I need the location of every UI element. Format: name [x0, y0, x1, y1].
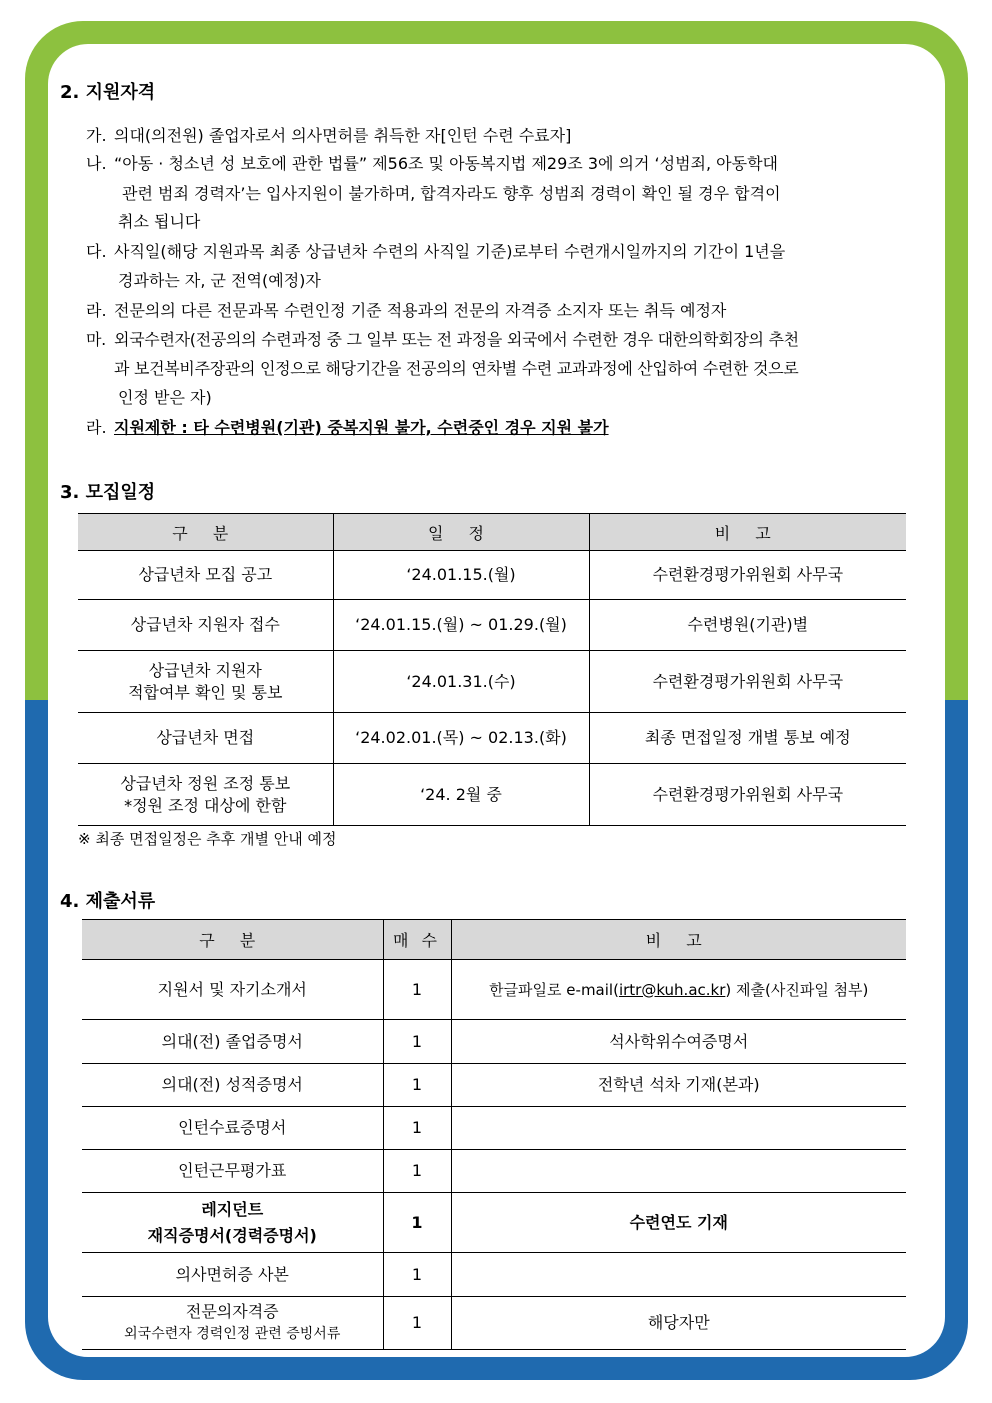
cell-line: 레지던트: [201, 1199, 264, 1219]
cell-category: 의대(전) 성적증명서: [82, 1064, 383, 1107]
header-category: 구 분: [82, 920, 383, 960]
item-text: 외국수련자(전공의의 수련과정 중 그 일부 또는 전 과정을 외국에서 수련한 경우 대한의학회장의 추천: [114, 330, 799, 349]
cell-category: [78, 651, 333, 713]
header-schedule: 일 정: [333, 514, 589, 551]
item-text: “아동 · 청소년 성 보호에 관한 법률” 제56조 및 아동복지법 제29조 3에 의거 ‘성범죄, 아동학대: [114, 154, 778, 173]
item-mark: 마.: [86, 330, 106, 349]
cell-schedule: ‘24.01.15.(월): [333, 551, 589, 600]
header-count: 매 수: [383, 920, 451, 960]
table-row: [78, 651, 906, 713]
table-row: [78, 713, 906, 764]
item-mark: 가.: [86, 126, 107, 145]
cell-note: [451, 960, 906, 1020]
cell-note: [451, 1107, 906, 1150]
table-row: [82, 1193, 906, 1253]
cell-note: 전학년 석차 기재(본과): [451, 1064, 906, 1107]
cell-category: 상급년차 지원자 접수: [78, 600, 333, 651]
item-mark: 나.: [86, 154, 107, 173]
section4-title: 4. 제출서류: [60, 891, 156, 912]
section2-title: 2. 지원자격: [60, 82, 156, 103]
item-text-cont: 과 보건복비주장관의 인정으로 해당기간을 전공의의 연차별 수련 교과과정에 산입하여 수련한 것으로: [114, 359, 799, 378]
table-row: [82, 960, 906, 1020]
cell-line: 상급년차 지원자: [148, 660, 262, 680]
restriction-text: 지원제한 : 타 수련병원(기관) 중복지원 불가, 수련중인 경우 지원 불가: [114, 418, 609, 437]
cell-note: 수련병원(기관)별: [589, 600, 906, 651]
cell-category: 인턴근무평가표: [82, 1150, 383, 1193]
cell-note: [451, 1253, 906, 1297]
qual-item-ra: [86, 301, 726, 321]
header-note: 비 고: [451, 920, 906, 960]
cell-category: 인턴수료증명서: [82, 1107, 383, 1150]
cell-note: 수련연도 기재: [451, 1193, 906, 1253]
cell-count: 1: [383, 1253, 451, 1297]
cell-category: 상급년차 모집 공고: [78, 551, 333, 600]
section3-title: 3. 모집일정: [60, 482, 156, 503]
cell-count: 1: [383, 1297, 451, 1350]
table-row: [78, 551, 906, 600]
email-link[interactable]: irtr@kuh.ac.kr: [618, 980, 726, 999]
item-text-cont: 인정 받은 자): [118, 388, 212, 407]
cell-line: 전문의자격증: [185, 1302, 279, 1321]
item-mark: 라.: [86, 418, 107, 437]
header-note: 비 고: [589, 514, 906, 551]
cell-note: 수련환경평가위원회 사무국: [589, 551, 906, 600]
table-header-row: [78, 514, 906, 551]
item-text: 의대(의전원) 졸업자로서 의사면허를 취득한 자[인턴 수련 수료자]: [114, 126, 572, 145]
table-row: [82, 1150, 906, 1193]
item-text-cont: 경과하는 자, 군 전역(예정)자: [118, 271, 321, 290]
cell-category: [82, 1297, 383, 1350]
schedule-table: [78, 513, 906, 826]
qual-item-ma: [86, 330, 799, 350]
header-category: 구 분: [78, 514, 333, 551]
cell-schedule: ‘24.02.01.(목) ~ 02.13.(화): [333, 713, 589, 764]
table-row: [82, 1253, 906, 1297]
cell-schedule: ‘24.01.31.(수): [333, 651, 589, 713]
cell-count: 1: [383, 1150, 451, 1193]
table-row: [82, 1064, 906, 1107]
table-row: [82, 1020, 906, 1064]
cell-note: 수련환경평가위원회 사무국: [589, 651, 906, 713]
cell-category: 상급년차 면접: [78, 713, 333, 764]
cell-category: 의대(전) 졸업증명서: [82, 1020, 383, 1064]
cell-line: 재직증명서(경력증명서): [147, 1225, 317, 1245]
cell-schedule: ‘24. 2월 중: [333, 764, 589, 826]
table-row: [82, 1107, 906, 1150]
cell-note: 최종 면접일정 개별 통보 예정: [589, 713, 906, 764]
item-mark: 라.: [86, 301, 107, 320]
qual-item-restriction: [86, 418, 609, 438]
cell-note: [451, 1150, 906, 1193]
cell-note: 해당자만: [451, 1297, 906, 1350]
cell-category: 의사면허증 사본: [82, 1253, 383, 1297]
cell-category: 지원서 및 자기소개서: [82, 960, 383, 1020]
note-text: ) 제출(사진파일 첨부): [725, 980, 869, 999]
cell-category: [78, 764, 333, 826]
qual-item-da: [86, 242, 785, 262]
note-text: 한글파일로 e-mail(: [489, 980, 619, 999]
table-row: [78, 600, 906, 651]
cell-line: 적합여부 확인 및 통보: [128, 682, 283, 702]
table-row: [78, 764, 906, 826]
item-text-cont: 취소 됩니다: [118, 212, 201, 231]
cell-note: 석사학위수여증명서: [451, 1020, 906, 1064]
cell-count: 1: [383, 960, 451, 1020]
item-mark: 다.: [86, 242, 107, 261]
item-text-cont: 관련 범죄 경력자’는 입사지원이 불가하며, 합격자라도 향후 성범죄 경력이 확인 될 경우 합격이: [122, 184, 781, 203]
cell-category: [82, 1193, 383, 1253]
cell-schedule: ‘24.01.15.(월) ~ 01.29.(월): [333, 600, 589, 651]
item-text: 사직일(해당 지원과목 최종 상급년차 수련의 사직일 기준)로부터 수련개시일까지의 기간이 1년을: [114, 242, 786, 261]
cell-count: 1: [383, 1064, 451, 1107]
qual-item-na: [86, 154, 778, 174]
documents-table: [82, 919, 906, 1350]
cell-line: 상급년차 정원 조정 통보: [120, 773, 291, 793]
item-text: 전문의의 다른 전문과목 수련인정 기준 적용과의 전문의 자격증 소지자 또는 취득 예정자: [114, 301, 727, 320]
table-header-row: [82, 920, 906, 960]
cell-note: 수련환경평가위원회 사무국: [589, 764, 906, 826]
table-row: [82, 1297, 906, 1350]
cell-line: *정원 조정 대상에 한함: [124, 795, 287, 815]
qual-item-ga: [86, 126, 571, 146]
cell-count: 1: [383, 1193, 451, 1253]
schedule-note: ※ 최종 면접일정은 추후 개별 안내 예정: [78, 830, 337, 848]
cell-count: 1: [383, 1107, 451, 1150]
cell-line: 외국수련자 경력인정 관련 증빙서류: [124, 1326, 341, 1342]
cell-count: 1: [383, 1020, 451, 1064]
